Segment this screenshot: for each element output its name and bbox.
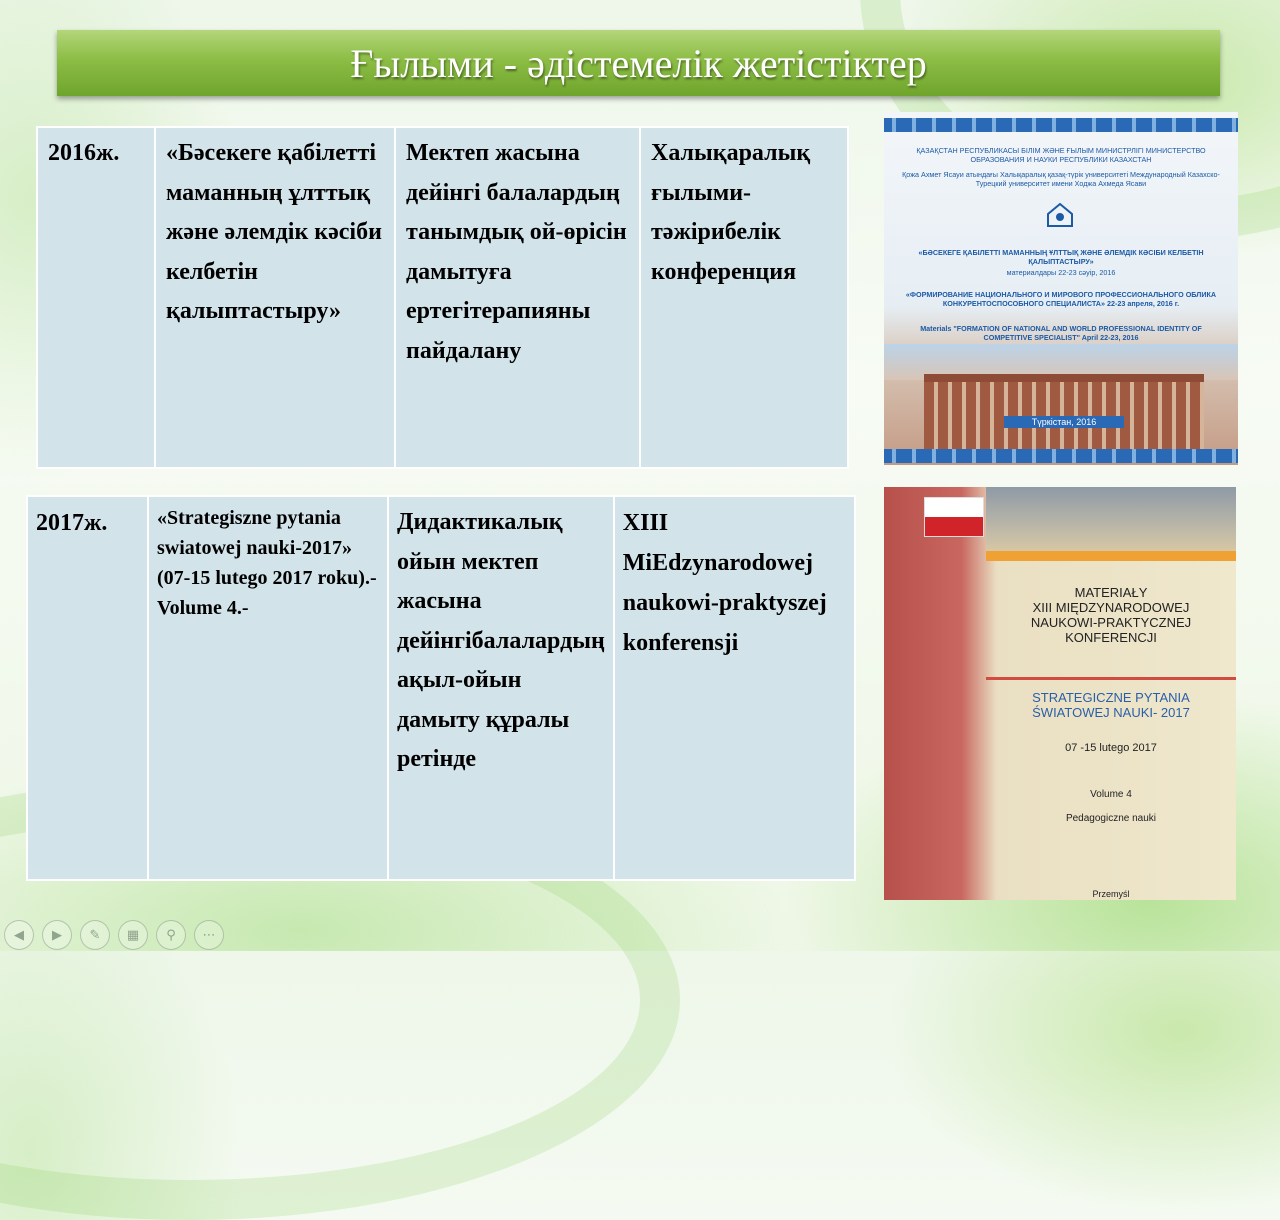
publication-title-cell: «Бәсекеге қабілетті маманның ұлттық және әлемдік кәсіби келбетін қалыптастыру» (155, 127, 395, 468)
conference-proceedings-cover-2017 (884, 487, 1236, 900)
slideshow-navbar (4, 920, 224, 950)
year-cell: 2017ж. (27, 496, 148, 880)
year-cell: 2016ж. (37, 127, 155, 468)
slides-icon[interactable]: ▦ (118, 920, 148, 950)
decorative-stripe (884, 118, 1238, 132)
cover-subject: Pedagogiczne nauki (1065, 813, 1157, 824)
decorative-stripe (884, 449, 1238, 463)
cover-city: Przemyśl (1092, 889, 1130, 899)
cover-dates: 07 -15 lutego 2017 (1065, 742, 1157, 754)
cover-line-2: XIII MIĘDZYNARODOWEJ (1032, 600, 1190, 615)
university-logo-icon (1042, 202, 1078, 228)
polish-flag-icon (924, 497, 984, 537)
cover-title-en: Materials "FORMATION OF NATIONAL AND WORLD PROFESSIONAL IDENTITY OF COMPETITIVE SPECIALIST" April 22-23, 2016 (920, 324, 1202, 342)
article-title-cell: Дидактикалық ойын мектеп жасына дейінгібалалардың ақыл-ойын дамыту құралы ретінде (388, 496, 614, 880)
cover-city: Түркістан, 2016 (1004, 416, 1124, 428)
achievement-table-2017 (26, 495, 856, 881)
article-title-cell: Мектеп жасына дейінгі балалардың танымдық ой-өрісін дамытуға ертегітерапияны пайдалану (395, 127, 640, 468)
cover-line-4: KONFERENCJI (1065, 630, 1157, 645)
cover-strategic-1: STRATEGICZNE PYTANIA (1032, 690, 1190, 705)
university-building-image (924, 374, 1204, 452)
conference-type-cell: Халықаралық ғылыми-тәжірибелік конференция (640, 127, 848, 468)
cover-line-3: NAUKOWI-PRAKTYCZNEJ (1030, 615, 1192, 630)
achievement-table-2016 (36, 126, 849, 469)
table-row (37, 127, 848, 468)
slide-title: Ғылыми - әдістемелік жетістіктер (350, 40, 927, 86)
divider (986, 677, 1236, 680)
forward-arrow-icon[interactable]: ▶ (42, 920, 72, 950)
cover-ministry: ҚАЗАҚСТАН РЕСПУБЛИКАСЫ БІЛІМ ЖӘНЕ ҒЫЛЫМ МИНИСТРЛІГІ МИНИСТЕРСТВО ОБРАЗОВАНИЯ И НАУКИ РЕСПУБЛИКИ КАЗАХСТАН (916, 146, 1206, 164)
more-icon[interactable]: ⋯ (194, 920, 224, 950)
cover-title-ru: «ФОРМИРОВАНИЕ НАЦИОНАЛЬНОГО И МИРОВОГО ПРОФЕССИОНАЛЬНОГО ОБЛИКА КОНКУРЕНТОСПОСОБНОГО СПЕЦИАЛИСТА» 22-23 апреля, 2016 г. (905, 290, 1217, 308)
cover-university: Қожа Ахмет Ясауи атындағы Халықаралық қазақ-түрік университеті Международный Казахско-Турецкий университет имени Ходжа Ахмеда Ясави (902, 170, 1220, 188)
city-panorama-image (986, 487, 1236, 551)
table-row (27, 496, 855, 880)
cover-volume: Volume 4 (1090, 789, 1132, 800)
title-banner (57, 30, 1220, 96)
conference-proceedings-cover-2016 (884, 112, 1238, 465)
cover-title-kz: «БӘСЕКЕГЕ ҚАБІЛЕТТІ МАМАННЫҢ ҰЛТТЫҚ ЖӘНЕ ӘЛЕМДІК КӘСІБИ КЕЛБЕТІН ҚАЛЫПТАСТЫРУ» (918, 248, 1204, 266)
decorative-bar (986, 551, 1236, 561)
conference-type-cell: XIII MiEdzynarodowej naukowi-praktyszej konferensji (614, 496, 855, 880)
cover-line-1: MATERIAŁY (1074, 585, 1148, 600)
pen-icon[interactable]: ✎ (80, 920, 110, 950)
zoom-icon[interactable]: ⚲ (156, 920, 186, 950)
back-arrow-icon[interactable]: ◀ (4, 920, 34, 950)
publication-title-cell: «Strategiszne pytania swiatowej nauki-2017» (07-15 lutego 2017 roku).- Volume 4.- (148, 496, 388, 880)
cover-materials: материалдары 22-23 сәуір, 2016 (1006, 268, 1116, 277)
cover-strategic-2: ŚWIATOWEJ NAUKI- 2017 (1032, 705, 1190, 720)
